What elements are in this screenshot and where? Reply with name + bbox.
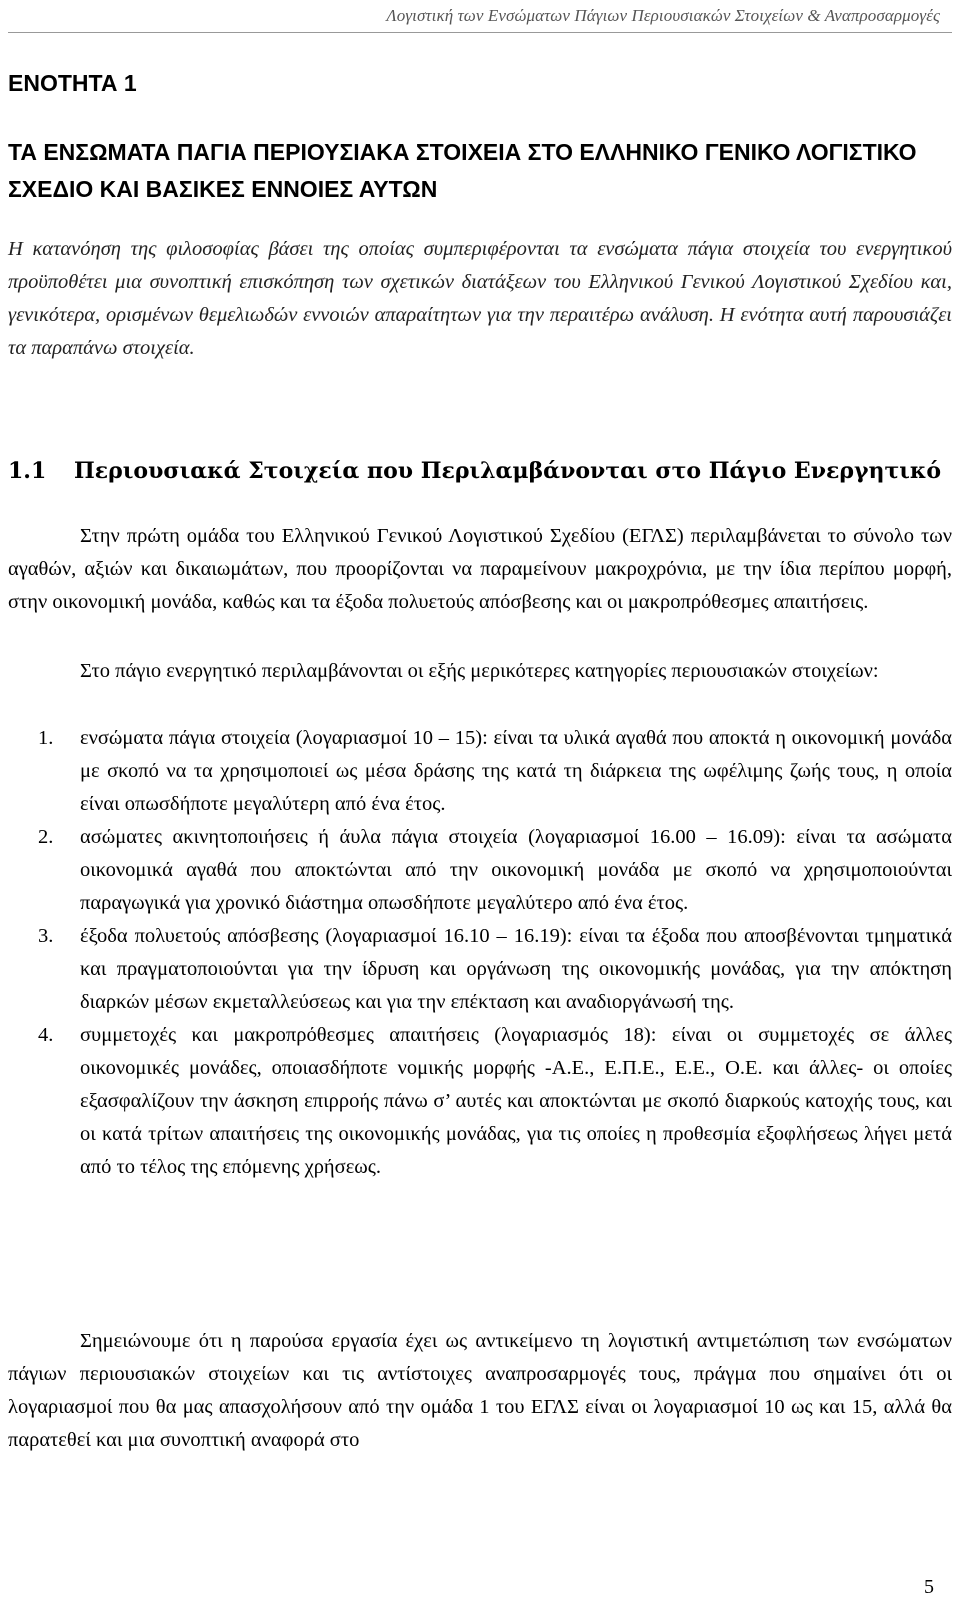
list-item — [8, 920, 952, 1019]
chapter-title: ΤΑ ΕΝΣΩΜΑΤΑ ΠΑΓΙΑ ΠΕΡΙΟΥΣΙΑΚΑ ΣΤΟΙΧΕΙΑ ΣΤΟ ΕΛΛΗΝΙΚΟ ΓΕΝΙΚΟ ΛΟΓΙΣΤΙΚΟ ΣΧΕΔΙΟ ΚΑΙ ΒΑΣΙΚΕΣ ΕΝΝΟΙΕΣ ΑΥΤΩΝ — [8, 139, 917, 202]
list-item-number: 4. — [38, 1024, 54, 1046]
body-paragraph-2: Στο πάγιο ενεργητικό περιλαμβάνονται οι εξής μερικότερες κατηγορίες περιουσιακών στοιχείων: — [80, 660, 879, 682]
asset-category-list — [8, 722, 952, 1184]
list-item-text: έξοδα πολυετούς απόσβεσης (λογαριασμοί 16.10 – 16.19): είναι τα έξοδα που αποσβένονται τμηματικά και πραγματοποιούνται για την ίδρυση και οργάνωση της οικονομικής μονάδας, για την απόκτηση διαρκών μέσων εκμεταλλεύσεως και για την επέκταση και αναδιοργάνωσή της. — [80, 925, 952, 1013]
body-paragraph-3: Σημειώνουμε ότι η παρούσα εργασία έχει ως αντικείμενο τη λογιστική αντιμετώπιση των ενσώματων πάγιων περιουσιακών στοιχείων και τις αντίστοιχες αναπροσαρμογές τους, πράγμα που σημαίνει ότι οι λογαριασμοί που θα μας απασχολήσουν από την ομάδα 1 του ΕΓΛΣ είναι οι λογαριασμοί 10 ως και 15, αλλά θα παρατεθεί και μια συνοπτική αναφορά στο — [8, 1330, 952, 1451]
header-divider — [8, 32, 952, 33]
section-heading — [8, 458, 952, 484]
section-number: 1.1 — [8, 458, 47, 484]
running-header: Λογιστική των Ενσώματων Πάγιων Περιουσιακών Στοιχείων & Αναπροσαρμογές — [386, 6, 940, 25]
list-item — [8, 722, 952, 821]
list-item-number: 1. — [38, 727, 54, 749]
list-item-text: ασώματες ακινητοποιήσεις ή άυλα πάγια στοιχεία (λογαριασμοί 16.00 – 16.09): είναι τα ασώματα οικονομικά αγαθά που αποκτώνται από την οικονομική μονάδα με σκοπό να χρησιμοποιούνται παραγωγικά για χρονικό διάστημα οπωσδήποτε μεγαλύτερο από ένα έτος. — [80, 826, 952, 914]
list-item-text: συμμετοχές και μακροπρόθεσμες απαιτήσεις (λογαριασμός 18): είναι οι συμμετοχές σε άλλες οικονομικές μονάδες, οποιασδήποτε νομικής μορφής -Α.Ε., Ε.Π.Ε., Ε.Ε., Ο.Ε. και άλλες- οι οποίες εξασφαλίζουν την άσκηση επιρροής πάνω σ’ αυτές και αποκτώνται με σκοπό διαρκούς κατοχής τους, και οι κατά τρίτων απαιτήσεις της οικονομικής μονάδας, για τις οποίες η προθεσμία εξοφλήσεως λήγει μετά από το τέλος της επόμενης χρήσεως. — [80, 1024, 952, 1178]
list-item — [8, 1019, 952, 1184]
list-item-text: ενσώματα πάγια στοιχεία (λογαριασμοί 10 – 15): είναι τα υλικά αγαθά που αποκτά η οικονομική μονάδα με σκοπό να τα χρησιμοποιεί ως μέσα δράσης της κατά τη διάρκεια της ωφέλιμης ζωής τους, η οποία είναι οπωσδήποτε μεγαλύτερη από ένα έτος. — [80, 727, 952, 815]
list-item-number: 3. — [38, 925, 54, 947]
list-item-number: 2. — [38, 826, 54, 848]
intro-paragraph: Η κατανόηση της φιλοσοφίας βάσει της οποίας συμπεριφέρονται τα ενσώματα πάγια στοιχεία του ενεργητικού προϋποθέτει μια συνοπτική επισκόπηση των σχετικών διατάξεων του Ελληνικού Γενικού Λογιστικού Σχεδίου και, γενικότερα, ορισμένων θεμελιωδών εννοιών απαραίτητων για την περαιτέρω ανάλυση. Η ενότητα αυτή παρουσιάζει τα παραπάνω στοιχεία. — [8, 238, 952, 359]
body-paragraph-1: Στην πρώτη ομάδα του Ελληνικού Γενικού Λογιστικού Σχεδίου (ΕΓΛΣ) περιλαμβάνεται το σύνολο των αγαθών, αξιών και δικαιωμάτων, που προορίζονται να παραμείνουν μακροχρόνια, με την ίδια περίπου μορφή, στην οικονομική μονάδα, καθώς και τα έξοδα πολυετούς απόσβεσης και οι μακροπρόθεσμες απαιτήσεις. — [8, 525, 952, 613]
section-title: Περιουσιακά Στοιχεία που Περιλαμβάνονται στο Πάγιο Ενεργητικό — [74, 458, 942, 484]
page-number: 5 — [924, 1576, 934, 1598]
list-item — [8, 821, 952, 920]
unit-label: ΕΝΟΤΗΤΑ 1 — [8, 70, 137, 96]
